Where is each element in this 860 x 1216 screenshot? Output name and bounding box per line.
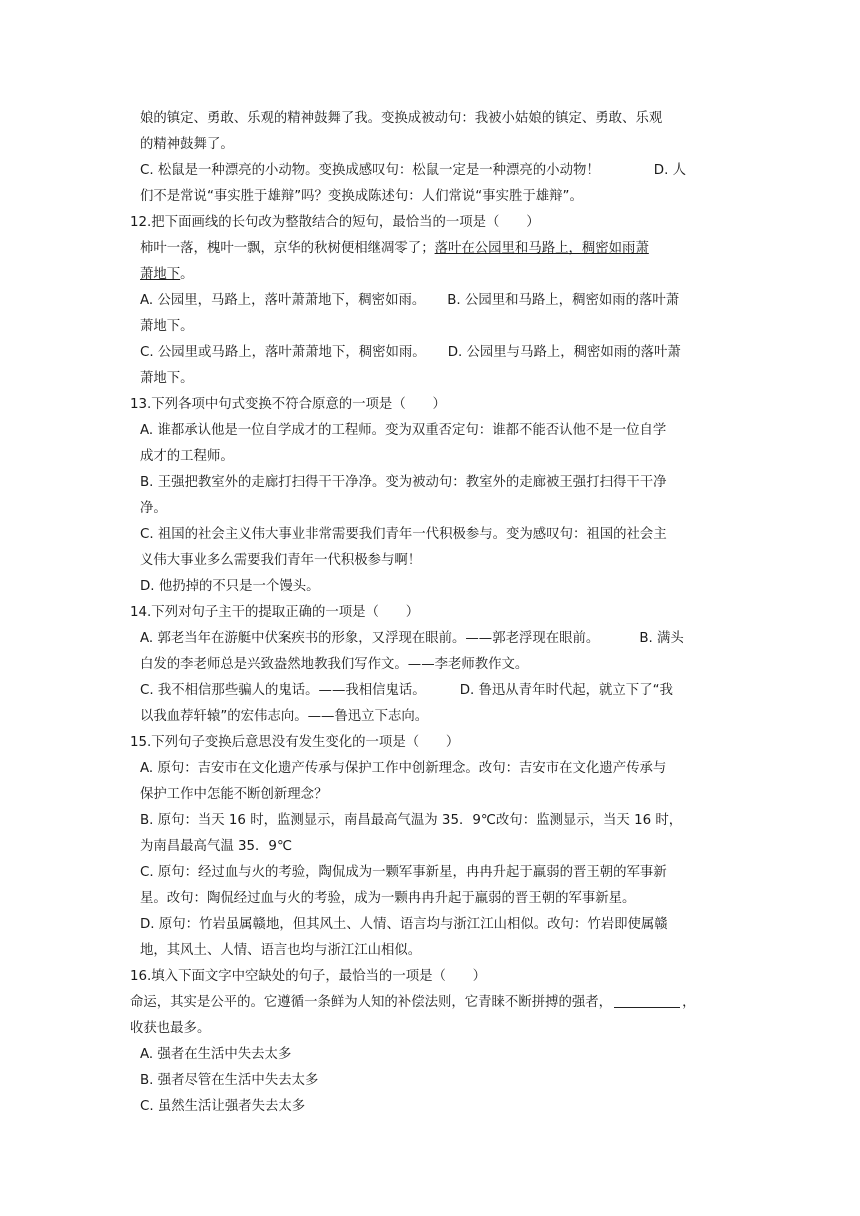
continued-option-text: 的精神鼓舞了。 <box>140 137 234 152</box>
question-13-text: 13.下列各项中句式变换不符合原意的一项是（ ） <box>130 397 446 412</box>
option-d: D. 原句：竹岩虽属赣地，但其风土、人情、语言均与浙江江山相似。改句：竹岩即使属赣 <box>140 917 668 932</box>
question-16-stem <box>130 964 738 990</box>
text-line <box>130 860 738 886</box>
text-line <box>130 678 738 704</box>
option-b: B. 王强把教室外的走廊打扫得干干净净。变为被动句：教室外的走廊被王强打扫得干干净 <box>140 475 667 490</box>
option-a: A. 公园里，马路上，落叶萧萧地下，稠密如雨。 <box>140 293 426 308</box>
passage-text: 命运，其实是公平的。它遵循一条鲜为人知的补偿法则，它青睐不断拼搏的强者， <box>130 995 613 1010</box>
option-a: A. 谁都承认他是一位自学成才的工程师。变为双重否定句：谁都不能否认他不是一位自学 <box>140 423 667 438</box>
question-12-passage <box>130 262 738 288</box>
question-16-passage <box>130 1016 738 1042</box>
option-c: C. 我不相信那些骗人的鬼话。——我相信鬼话。 <box>140 683 426 698</box>
option-d-continued: 们不是常说“事实胜于雄辩”吗？变换成陈述句：人们常说“事实胜于雄辩”。 <box>140 189 583 204</box>
option-b-continued: 萧地下。 <box>140 319 194 334</box>
option-d: D. 人 <box>653 163 686 178</box>
text-line <box>130 418 738 444</box>
text-line <box>130 834 738 860</box>
text-line <box>130 704 738 730</box>
text-line <box>130 756 738 782</box>
question-15-stem <box>130 730 738 756</box>
option-c-continued: 星。改句：陶侃经过血与火的考验，成为一颗冉冉升起于羸弱的晋王朝的军事新星。 <box>140 891 636 906</box>
option-c: C. 公园里或马路上，落叶萧萧地下，稠密如雨。 <box>140 345 426 360</box>
option-c-continued: 义伟大事业多么需要我们青年一代积极参与啊！ <box>140 553 422 568</box>
option-c: C. 原句：经过血与火的考验，陶侃成为一颗军事新星，冉冉升起于羸弱的晋王朝的军事新 <box>140 865 667 880</box>
text-line <box>130 652 738 678</box>
text-line <box>130 938 738 964</box>
text-line <box>130 808 738 834</box>
text-line <box>130 574 738 600</box>
option-d-continued: 萧地下。 <box>140 371 194 386</box>
question-14-stem <box>130 600 738 626</box>
option-b: B. 原句：当天 16 时，监测显示，南昌最高气温为 35．9℃改句：监测显示，当天 16 时， <box>140 813 683 828</box>
question-16-passage <box>130 990 738 1016</box>
option-a-continued: 成才的工程师。 <box>140 449 234 464</box>
passage-text: 收获也最多。 <box>130 1021 211 1036</box>
option-d-continued: 以我血荐轩辕”的宏伟志向。——鲁迅立下志向。 <box>140 709 429 724</box>
option-a: A. 强者在生活中失去太多 <box>140 1047 292 1062</box>
option-a: A. 原句：吉安市在文化遗产传承与保护工作中创新理念。改句：吉安市在文化遗产传承与 <box>140 761 667 776</box>
text-line <box>130 470 738 496</box>
text-line <box>130 1094 738 1120</box>
option-c: C. 松鼠是一种漂亮的小动物。变换成感叹句：松鼠一定是一种漂亮的小动物！ <box>140 163 600 178</box>
question-16-text: 16.填入下面文字中空缺处的句子，最恰当的一项是（ ） <box>130 969 487 984</box>
text-line <box>130 158 738 184</box>
option-b: B. 满头 <box>639 631 684 646</box>
option-b-continued: 白发的李老师总是兴致盎然地教我们写作文。——李老师教作文。 <box>140 657 529 672</box>
option-c: C. 祖国的社会主义伟大事业非常需要我们青年一代积极参与。变为感叹句：祖国的社会主 <box>140 527 667 542</box>
option-a: A. 郭老当年在游艇中伏案疾书的形象，又浮现在眼前。——郭老浮现在眼前。 <box>140 631 600 646</box>
option-b: B. 强者尽管在生活中失去太多 <box>140 1073 319 1088</box>
text-line <box>130 1068 738 1094</box>
passage-text: 柿叶一落，槐叶一飘，京华的秋树便相继凋零了； <box>140 241 435 256</box>
text-line <box>130 444 738 470</box>
continued-option-text: 娘的镇定、勇敢、乐观的精神鼓舞了我。变换成被动句：我被小姑娘的镇定、勇敢、乐观 <box>140 111 663 126</box>
text-line <box>130 314 738 340</box>
fill-in-blank <box>614 991 680 1008</box>
text-line <box>130 548 738 574</box>
text-line <box>130 184 738 210</box>
text-line <box>130 1042 738 1068</box>
underlined-sentence: 萧地下 <box>140 267 181 282</box>
text-line <box>130 132 738 158</box>
question-12-stem <box>130 210 738 236</box>
text-line <box>130 366 738 392</box>
question-12-text: 12.把下面画线的长句改为整散结合的短句，最恰当的一项是（ ） <box>130 215 540 230</box>
passage-text: ， <box>682 995 696 1010</box>
option-b-continued: 为南昌最高气温 35．9℃ <box>140 839 292 854</box>
option-d-continued: 地，其风土、人情、语言也均与浙江江山相似。 <box>140 943 422 958</box>
page-content <box>130 106 738 1120</box>
text-line <box>130 886 738 912</box>
text-line <box>130 288 738 314</box>
text-line <box>130 496 738 522</box>
text-line <box>130 782 738 808</box>
text-line <box>130 106 738 132</box>
option-c: C. 虽然生活让强者失去太多 <box>140 1099 306 1114</box>
option-b: B. 公园里和马路上，稠密如雨的落叶萧 <box>447 293 680 308</box>
question-12-passage <box>130 236 738 262</box>
question-15-text: 15.下列句子变换后意思没有发生变化的一项是（ ） <box>130 735 460 750</box>
text-line <box>130 626 738 652</box>
option-d: D. 鲁迅从青年时代起，就立下了“我 <box>459 683 673 698</box>
option-a-continued: 保护工作中怎能不断创新理念？ <box>140 787 328 802</box>
passage-text: 。 <box>180 267 194 282</box>
option-b-continued: 净。 <box>140 501 167 516</box>
underlined-sentence: 落叶在公园里和马路上，稠密如雨萧 <box>434 241 649 256</box>
text-line <box>130 522 738 548</box>
text-line <box>130 340 738 366</box>
question-13-stem <box>130 392 738 418</box>
option-d: D. 他扔掉的不只是一个馒头。 <box>140 579 320 594</box>
option-d: D. 公园里与马路上，稠密如雨的落叶萧 <box>447 345 681 360</box>
question-14-text: 14.下列对句子主干的提取正确的一项是（ ） <box>130 605 420 620</box>
text-line <box>130 912 738 938</box>
